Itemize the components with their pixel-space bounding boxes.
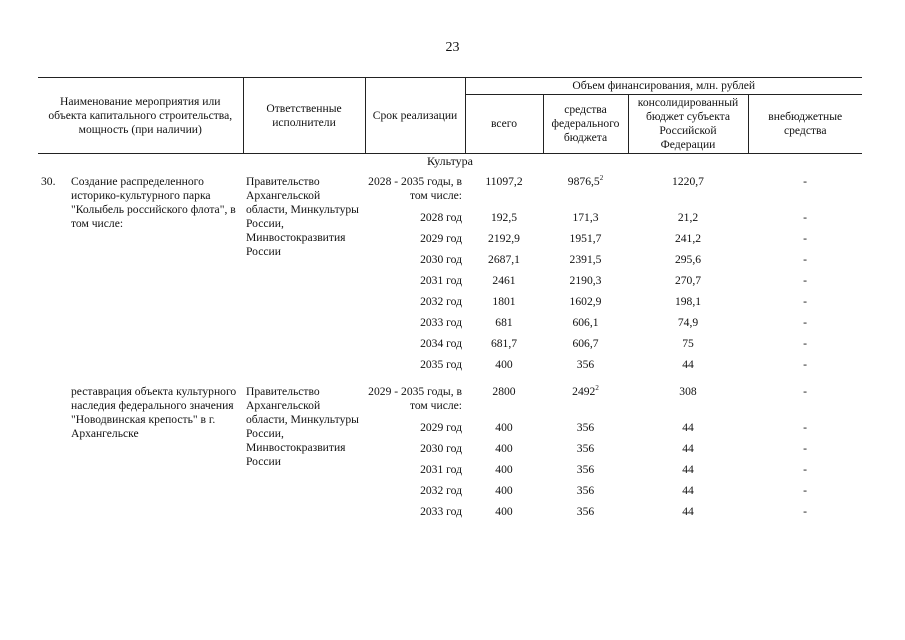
federal-cell: [543, 316, 628, 337]
regional-cell: 308: [679, 385, 697, 398]
federal-value: 356: [576, 484, 595, 497]
header-extra: внебюджетные средства: [748, 95, 862, 154]
extra-cell: -: [803, 232, 807, 245]
federal-cell: [543, 274, 628, 295]
federal-value: 9876,5: [567, 175, 600, 188]
federal-cell: [543, 337, 628, 358]
table-row: [38, 175, 862, 211]
regional-cell: 295,6: [674, 253, 702, 266]
table-body: [38, 154, 862, 527]
regional-cell: 44: [682, 442, 694, 455]
total-cell: 400: [495, 358, 513, 371]
extra-cell: -: [803, 316, 807, 329]
total-cell: 681: [495, 316, 513, 329]
header-name: Наименование мероприятия или объекта капитального строительства, мощность (при наличии): [38, 78, 243, 154]
period-cell: 2033 год: [420, 316, 462, 329]
federal-cell: [543, 211, 628, 232]
regional-cell: 75: [682, 337, 694, 350]
federal-value: 356: [576, 358, 595, 371]
item-name: [38, 385, 243, 526]
federal-cell: [543, 505, 628, 526]
period-cell: 2029 - 2035 годы, в том числе:: [368, 385, 462, 412]
header-funding-group: Объем финансирования, млн. рублей: [465, 78, 862, 95]
table-row: [38, 385, 862, 421]
federal-value: 2190,3: [569, 274, 602, 287]
total-cell: 400: [495, 421, 513, 434]
federal-cell: [543, 385, 628, 421]
federal-value: 356: [576, 463, 595, 476]
extra-cell: -: [803, 484, 807, 497]
section-row: [38, 154, 862, 176]
extra-cell: -: [803, 211, 807, 224]
period-cell: 2030 год: [420, 442, 462, 455]
funding-table: [38, 77, 862, 526]
total-cell: 400: [495, 505, 513, 518]
table-header: [38, 78, 862, 154]
header-regional: консолидированный бюджет субъекта Российской Федерации: [628, 95, 748, 154]
federal-cell: [543, 253, 628, 274]
item-name-text: реставрация объекта культурного наследия федерального значения "Новодвинская крепость" в г. Архангельске: [71, 385, 237, 440]
regional-cell: 241,2: [674, 232, 702, 245]
extra-cell: -: [803, 337, 807, 350]
period-cell: 2032 год: [420, 295, 462, 308]
period-cell: 2028 год: [420, 211, 462, 224]
total-cell: 2192,9: [488, 232, 520, 245]
total-cell: 681,7: [490, 337, 518, 350]
extra-cell: -: [803, 175, 807, 188]
period-cell: 2032 год: [420, 484, 462, 497]
period-cell: 2028 - 2035 годы, в том числе:: [368, 175, 462, 202]
header-total: всего: [465, 95, 543, 154]
section-title: Культура: [427, 154, 473, 168]
item-name-wrap: [41, 175, 240, 231]
total-cell: 400: [495, 463, 513, 476]
extra-cell: -: [803, 358, 807, 371]
regional-cell: 21,2: [677, 211, 699, 224]
header-federal: средства федерального бюджета: [543, 95, 628, 154]
federal-value: 356: [576, 505, 595, 518]
federal-value: 606,7: [572, 337, 599, 350]
footnote-ref: 2: [595, 384, 599, 393]
regional-cell: 44: [682, 505, 694, 518]
federal-value: 356: [576, 442, 595, 455]
federal-cell: [543, 463, 628, 484]
item-name: [38, 175, 243, 379]
header-executors: Ответственные исполнители: [243, 78, 365, 154]
total-cell: 11097,2: [485, 175, 523, 188]
item-name-wrap: [41, 385, 240, 441]
extra-cell: -: [803, 274, 807, 287]
federal-value: 1602,9: [569, 295, 602, 308]
regional-cell: 44: [682, 358, 694, 371]
item-name-text: Создание распределенного историко-культурного парка "Колыбель российского флота", в том числе:: [71, 175, 236, 230]
federal-cell: [543, 295, 628, 316]
federal-cell: [543, 175, 628, 211]
federal-value: 2492: [572, 385, 596, 398]
period-cell: 2033 год: [420, 505, 462, 518]
total-cell: 192,5: [490, 211, 518, 224]
total-cell: 2461: [492, 274, 516, 287]
total-cell: 1801: [492, 295, 516, 308]
regional-cell: 270,7: [674, 274, 702, 287]
item-executors: Правительство Архангельской области, Минкультуры России, Минвостокразвития России: [246, 385, 359, 468]
federal-cell: [543, 232, 628, 253]
regional-cell: 44: [682, 421, 694, 434]
period-cell: 2030 год: [420, 253, 462, 266]
regional-cell: 74,9: [677, 316, 699, 329]
period-cell: 2031 год: [420, 463, 462, 476]
footnote-ref: 2: [599, 174, 604, 183]
federal-value: 1951,7: [569, 232, 602, 245]
total-cell: 400: [495, 442, 513, 455]
federal-value: 356: [576, 421, 595, 434]
regional-cell: 44: [682, 463, 694, 476]
header-period: Срок реализации: [365, 78, 465, 154]
federal-value: 606,1: [572, 316, 599, 329]
federal-value: 2391,5: [569, 253, 602, 266]
item-index: 30.: [41, 175, 56, 188]
total-cell: 2687,1: [488, 253, 520, 266]
federal-cell: [543, 421, 628, 442]
extra-cell: -: [803, 295, 807, 308]
federal-value: 171,3: [572, 211, 599, 224]
extra-cell: -: [803, 253, 807, 266]
federal-cell: [543, 484, 628, 505]
period-cell: 2031 год: [420, 274, 462, 287]
total-cell: 400: [495, 484, 513, 497]
federal-cell: [543, 358, 628, 379]
item-index: [41, 385, 71, 441]
total-cell: 2800: [492, 385, 516, 398]
extra-cell: -: [803, 442, 807, 455]
regional-cell: 198,1: [674, 295, 702, 308]
item-executors: Правительство Архангельской области, Минкультуры России, Минвостокразвития России: [246, 175, 359, 258]
regional-cell: 1220,7: [672, 175, 704, 188]
page-number: 23: [445, 40, 460, 55]
extra-cell: -: [803, 463, 807, 476]
period-cell: 2029 год: [420, 421, 462, 434]
period-cell: 2034 год: [420, 337, 462, 350]
extra-cell: -: [803, 505, 807, 518]
federal-cell: [543, 442, 628, 463]
extra-cell: -: [803, 385, 807, 398]
period-cell: 2029 год: [420, 232, 462, 245]
regional-cell: 44: [682, 484, 694, 497]
extra-cell: -: [803, 421, 807, 434]
period-cell: 2035 год: [420, 358, 462, 371]
